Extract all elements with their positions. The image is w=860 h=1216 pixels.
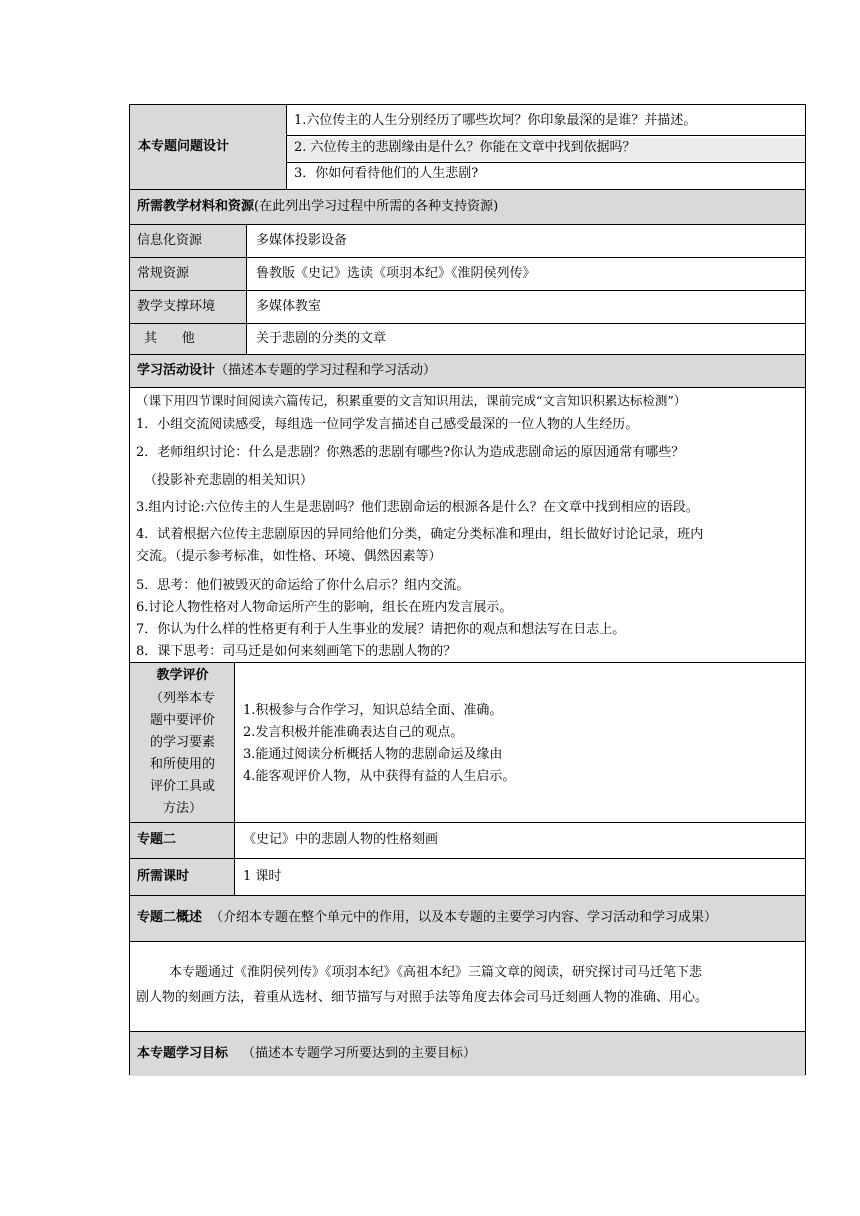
questions-row: [130, 105, 805, 189]
resource-label-cell: [130, 324, 247, 354]
resource-value: 多媒体投影设备: [256, 233, 348, 248]
resource-label-cell: [130, 225, 247, 257]
activity-line: 1．小组交流阅读感受，每组选一位同学发言描述自己感受最深的一位人物的人生经历。: [136, 417, 639, 432]
evaluation-note-line: 和所使用的: [149, 757, 215, 772]
evaluation-note-line: （列举本专: [149, 691, 215, 706]
question-item: 3．你如何看待他们的人生悲剧?: [294, 166, 479, 181]
resources-heading: 所需教学材料和资源(在此列出学习过程中所需的各种支持资源): [137, 199, 499, 214]
evaluation-label-cell: [130, 663, 235, 822]
overview-line: 剧人物的刻画方法，着重从选材、细节描写与对照手法等角度去体会司马迁刻画人物的准确、用心。: [136, 990, 709, 1005]
evaluation-item: 4.能客观评价人物，从中获得有益的人生启示。: [243, 769, 516, 784]
evaluation-item: 2.发言积极并能准确表达自己的观点。: [243, 725, 464, 740]
resource-value: 鲁教版《史记》选读《项羽本纪》《淮阴侯列传》: [256, 266, 536, 281]
evaluation-note-line: 评价工具或: [149, 779, 215, 794]
resource-row: [130, 290, 805, 323]
activities-body: [130, 387, 805, 662]
resource-row: [130, 257, 805, 290]
overview-body: [130, 941, 805, 1031]
evaluation-note-line: 题中要评价: [149, 713, 215, 728]
resource-label: 教学支撑环境: [137, 299, 216, 314]
questions-label: 本专题问题设计: [138, 139, 230, 154]
evaluation-item: 1.积极参与合作学习，知识总结全面、准确。: [243, 703, 503, 718]
objectives-heading-row: [130, 1031, 805, 1076]
hours-row: [130, 858, 805, 895]
objectives-heading: 本专题学习目标 （描述本专题学习所要达到的主要目标）: [137, 1046, 477, 1061]
topic2-row: [130, 822, 805, 858]
activity-line: 2．老师组织讨论：什么是悲剧？你熟悉的悲剧有哪些?你认为造成悲剧命运的原因通常有哪些？: [136, 445, 685, 460]
evaluation-label: 教学评价: [156, 668, 209, 683]
overview-heading: 专题二概述 （介绍本专题在整个单元中的作用，以及本专题的主要学习内容、学习活动和学习成果）: [137, 910, 718, 925]
hours-label: 所需课时: [137, 869, 190, 884]
topic2-value: 《史记》中的悲剧人物的性格刻画: [243, 832, 439, 847]
activity-line: 6.讨论人物性格对人物命运所产生的影响，组长在班内发言展示。: [136, 600, 513, 615]
hours-value: 1 课时: [243, 869, 282, 884]
topic2-label-cell: [130, 823, 235, 858]
overview-line: 本专题通过《淮阴侯列传》《项羽本纪》《高祖本纪》三篇文章的阅读，研究探讨司马迁笔下悲: [169, 965, 703, 980]
overview-heading-row: [130, 895, 805, 941]
activity-line: 4．试着根据六位传主悲剧原因的异同给他们分类，确定分类标准和理由，组长做好讨论记录，班内: [136, 527, 704, 542]
evaluation-item: 3.能通过阅读分析概括人物的悲剧命运及缘由: [243, 747, 503, 762]
topic2-label: 专题二: [137, 832, 177, 847]
hours-label-cell: [130, 859, 235, 895]
resource-label-cell: [130, 258, 247, 290]
question-item: 2. 六位传主的悲剧缘由是什么？你能在文章中找到依据吗？: [294, 140, 636, 155]
evaluation-row: [130, 662, 805, 822]
resources-heading-row: [130, 189, 805, 224]
activity-line: （课下用四节课时间阅读六篇传记，积累重要的文言知识用法，课前完成“文言知识积累达标检测”）: [136, 393, 687, 408]
activity-line: 7．你认为什么样的性格更有利于人生事业的发展？请把你的观点和想法写在日志上。: [136, 622, 626, 637]
evaluation-note-line: 方法）: [162, 801, 202, 816]
questions-label-cell: [130, 105, 287, 189]
lesson-plan-table: [129, 104, 806, 1075]
activity-line: 5．思考：他们被毁灭的命运给了你什么启示？组内交流。: [136, 578, 470, 593]
activity-line: 3.组内讨论:六位传主的人生是悲剧吗？他们悲剧命运的根源各是什么？在文章中找到相应的语段。: [136, 500, 699, 515]
resource-value: 关于悲剧的分类的文章: [256, 331, 387, 346]
activity-line: （投影补充悲剧的相关知识）: [144, 473, 314, 488]
questions-items-cell: [287, 105, 805, 189]
resource-label-cell: [130, 291, 247, 323]
resource-value: 多媒体教室: [256, 299, 322, 314]
evaluation-note-line: 的学习要素: [149, 735, 215, 750]
activity-line: 交流。（提示参考标准，如性格、环境、偶然因素等）: [136, 549, 442, 564]
resource-row: [130, 323, 805, 354]
activity-line: 8．课下思考：司马迁是如何来刻画笔下的悲剧人物的？: [136, 644, 457, 659]
resource-label: 信息化资源: [137, 233, 203, 248]
resource-label: 常规资源: [137, 266, 190, 281]
resource-label: 其 他: [144, 331, 195, 346]
activities-heading-row: [130, 354, 805, 387]
resource-row: [130, 224, 805, 257]
question-item: 1.六位传主的人生分别经历了哪些坎坷？你印象最深的是谁？并描述。: [294, 113, 697, 128]
activities-heading: 学习活动设计（描述本专题的学习过程和学习活动）: [137, 363, 437, 378]
